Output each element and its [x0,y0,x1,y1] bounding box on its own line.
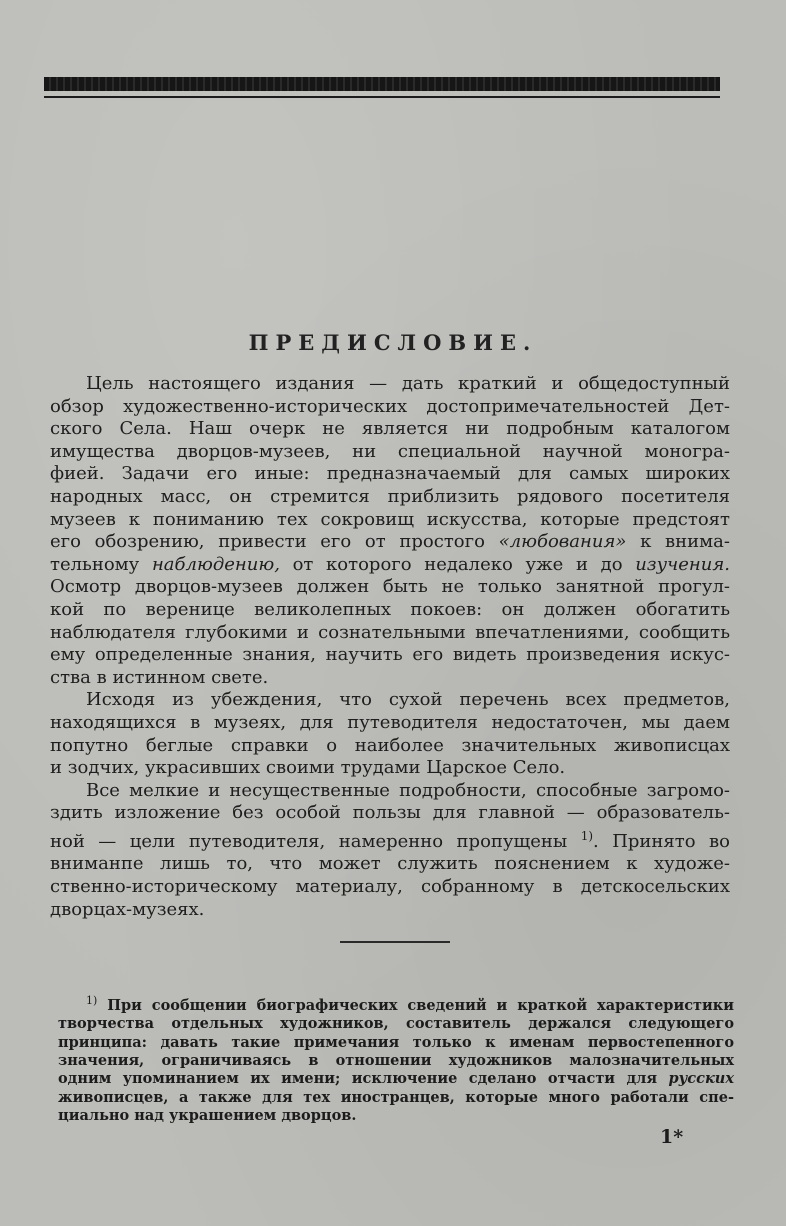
text-line [50,531,730,554]
footnote-line: творчества отдельных художников, составитель держался следующего [58,1015,734,1033]
text-line: наблюдателя глубокими и сознательными впечатлениями, сообщить [50,621,730,643]
footnote-line: живописцев, а также для тех иностранцев, которые много работали спе- [58,1088,734,1106]
text-segment: к внима- [626,531,730,553]
printer-signature: 1* [660,1126,684,1148]
text-line: находящихся в музеях, для путеводителя недостаточен, мы даем [50,711,730,733]
preface-body [50,373,730,921]
text-line [50,825,730,854]
footnote-mark-wrap [58,994,98,1014]
text-line: ему определенные знания, научить его видеть произведения искус- [50,644,730,666]
text-line: попутно беглые справки о наиболее значительных живописцах [50,734,730,756]
text-segment: одним упоминанием их имени; исключение сделано отчасти для [58,1070,658,1088]
text-line: Исходя из убеждения, что сухой перечень всех предметов, [86,689,730,711]
italic-term: наблюдению, [151,553,280,575]
text-line: ства в истинном свете. [50,666,269,688]
italic-term: изучения. [635,553,730,575]
text-line [50,554,730,577]
text-line: и зодчих, украсивших своими трудами Царское Село. [50,757,566,779]
text-line: народных масс, он стремится приблизить рядового посетителя [50,485,730,507]
text-segment: тельному [50,553,140,575]
header-rule-thick [44,77,720,91]
text-line: кой по веренице великолепных покоев: он должен обогатить [50,598,730,620]
text-segment: от которого недалеко уже и до [279,553,636,575]
text-segment: . Принято во [593,830,730,852]
text-segment: При сообщении биографических сведений и краткой характеристики [107,996,734,1014]
text-line: музеев к пониманию тех сокровищ искусства, которые предстоят [50,508,730,530]
footnote-separator [340,941,450,943]
text-line: дворцах-музеях. [50,898,205,920]
text-segment: его обозрению, привести его от простого [50,531,485,553]
text-line: ского Села. Наш очерк не является ни подробным каталогом [50,418,730,440]
text-line: фией. Задачи его иные: предназначаемый для самых широких [50,463,730,485]
footnote-line: значения, ограничиваясь в отношении художников малозначительных [58,1052,734,1070]
text-line: Цель настоящего издания — дать краткий и общедоступный [86,373,730,394]
text-line: Осмотр дворцов-музеев должен быть не только занятной прогул- [50,576,730,598]
footnote [58,992,734,1126]
italic-term: «любования» [498,531,627,553]
text-line: обзор художественно-исторических достопримечательностей Дет- [50,395,730,417]
text-line: Все мелкие и несущественные подробности, способные загромо- [86,779,730,801]
footnote-line [58,1070,734,1088]
footnote-line: циально над украшением дворцов. [58,1107,357,1125]
text-line: ственно-историческому материалу, собранному в детскосельских [50,876,730,898]
footnote-line [58,992,734,1015]
footnote-mark: 1) [86,994,98,1007]
footnote-line: принципа: давать такие примечания только к именам первостепенного [58,1033,734,1051]
italic-term: русских [668,1070,734,1088]
footnote-reference: 1) [580,828,594,843]
text-segment: ной — цели путеводителя, намеренно пропущены [50,830,568,852]
text-line: здить изложение без особой пользы для главной — образователь- [50,802,730,824]
header-rule-thin [44,96,720,98]
page-title: ПРЕДИСЛОВИЕ. [248,330,538,355]
text-line: имущества дворцов-музеев, ни специальной научной моногра- [50,440,730,462]
text-line: вниманпе лишь то, что может служить пояснением к художе- [50,853,730,875]
